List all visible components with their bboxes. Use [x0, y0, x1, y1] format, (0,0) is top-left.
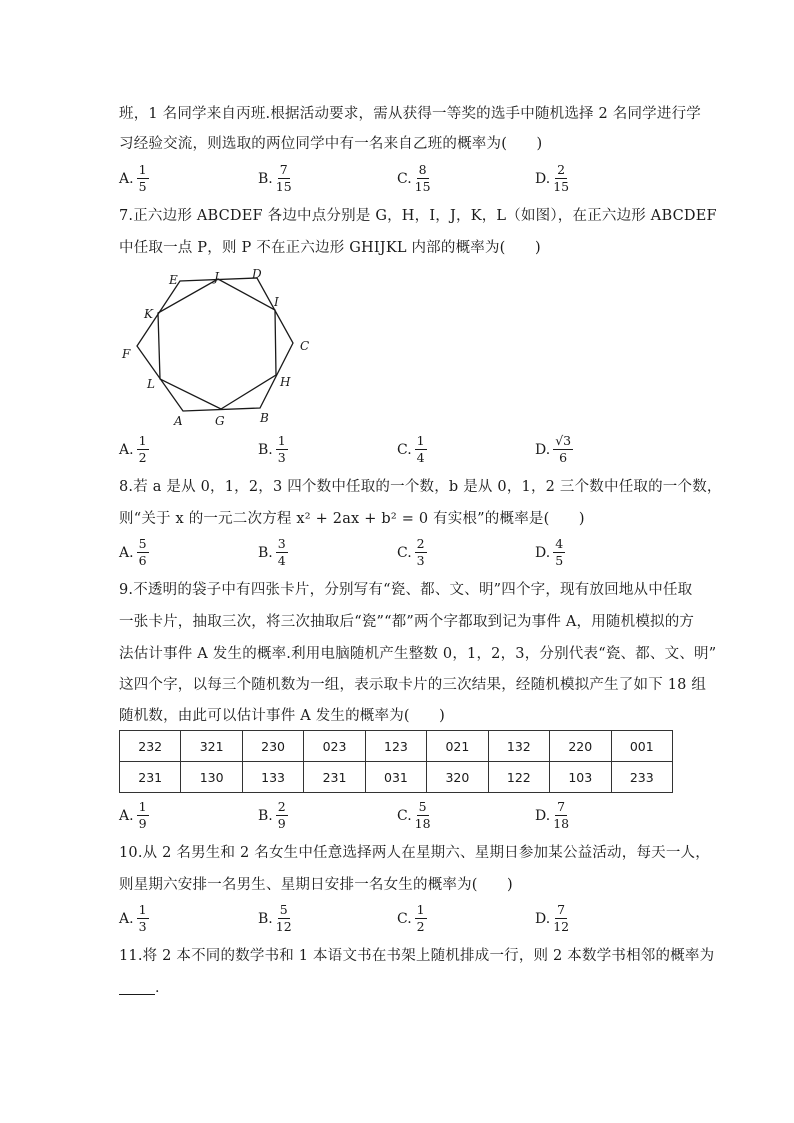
table-row	[120, 731, 673, 762]
fraction	[137, 163, 149, 194]
q7-text-line2: 中任取一点 P，则 P 不在正六边形 GHIJKL 内部的概率为( )	[119, 240, 541, 256]
option-label: D.	[535, 544, 551, 561]
option-b	[258, 800, 288, 831]
option-a	[119, 800, 149, 831]
fraction-denominator: 6	[559, 450, 568, 465]
fraction-numerator: 2	[416, 536, 425, 551]
q6-text-line2: 习经验交流，则选取的两位同学中有一名来自乙班的概率为( )	[119, 136, 543, 152]
fraction	[553, 537, 565, 568]
option-b	[258, 434, 288, 465]
fraction	[137, 800, 149, 831]
fraction-numerator: 1	[416, 902, 425, 917]
q8-text-line1: 8.若 a 是从 0，1，2，3 四个数中任取的一个数，b 是从 0，1，2 三个数中任取的一个数，	[119, 479, 722, 495]
option-label: D.	[535, 170, 551, 187]
fraction-denominator: 12	[275, 919, 292, 934]
option-d	[535, 537, 565, 568]
q10-text-line1: 10.从 2 名男生和 2 名女生中任意选择两人在星期六、星期日参加某公益活动，每天一人，	[119, 845, 710, 861]
fraction-numerator: 2	[277, 799, 286, 814]
q10-text-line2: 则星期六安排一名男生、星期日安排一名女生的概率为( )	[119, 877, 513, 893]
table-cell: 232	[120, 731, 181, 762]
option-b	[258, 537, 288, 568]
hexagon-figure	[118, 262, 318, 430]
fraction-denominator: 5	[138, 179, 147, 194]
label-K: K	[144, 307, 153, 321]
table-cell: 220	[550, 731, 611, 762]
fraction-denominator: 9	[277, 816, 286, 831]
fraction-numerator: 5	[138, 536, 147, 551]
option-label: D.	[535, 441, 551, 458]
table-cell: 023	[304, 731, 365, 762]
option-d	[535, 903, 569, 934]
q11-text-line1: 11.将 2 本不同的数学书和 1 本语文书在书架上随机排成一行，则 2 本数学书相邻的概率为	[119, 948, 715, 964]
option-a	[119, 163, 149, 194]
fraction-denominator: 4	[416, 450, 425, 465]
option-label: D.	[535, 807, 551, 824]
q9-text-line2: 一张卡片，抽取三次，将三次抽取后“瓷”“都”两个字都取到记为事件 A，用随机模拟的方	[119, 614, 695, 630]
option-label: B.	[258, 544, 273, 561]
option-label: B.	[258, 910, 273, 927]
label-G: G	[215, 414, 225, 428]
fraction-numerator: 8	[418, 162, 427, 177]
table-cell: 321	[181, 731, 242, 762]
q9-text-line1: 9.不透明的袋子中有四张卡片，分别写有“瓷、都、文、明”四个字，现有放回地从中任取	[119, 582, 693, 598]
option-label: C.	[397, 441, 412, 458]
table-cell: 230	[242, 731, 303, 762]
q9-text-line4: 这四个字，以每三个随机数为一组，表示取卡片的三次结果，经随机模拟产生了如下 18 组	[119, 677, 707, 693]
q8-text-line2: 则“关于 x 的一元二次方程 x² + 2ax + b² = 0 有实根”的概率是( )	[119, 511, 585, 527]
fraction-denominator: 2	[138, 450, 147, 465]
label-J: J	[214, 270, 219, 284]
fraction-numerator: 7	[557, 902, 566, 917]
fraction	[415, 537, 427, 568]
table-cell: 031	[365, 762, 426, 793]
inner-hexagon-GHIJKL	[158, 279, 276, 409]
fraction	[553, 163, 569, 194]
fraction-denominator: 18	[553, 816, 570, 831]
option-c	[397, 434, 427, 465]
label-I: I	[274, 295, 279, 309]
fraction-denominator: 15	[553, 179, 570, 194]
option-label: B.	[258, 807, 273, 824]
option-label: C.	[397, 544, 412, 561]
option-label: C.	[397, 807, 412, 824]
fraction-numerator: √3	[555, 433, 572, 448]
table-cell: 133	[242, 762, 303, 793]
option-d	[535, 434, 573, 465]
fraction-numerator: 1	[138, 902, 147, 917]
q7-text-line1: 7.正六边形 ABCDEF 各边中点分别是 G，H，I，J，K，L（如图），在正六边形 ABCDEF	[119, 208, 717, 224]
table-cell: 122	[488, 762, 549, 793]
q6-text-line1: 班，1 名同学来自丙班.根据活动要求，需从获得一等奖的选手中随机选择 2 名同学进行学	[119, 106, 701, 122]
option-a	[119, 434, 149, 465]
option-b	[258, 903, 292, 934]
table-cell: 231	[120, 762, 181, 793]
option-d	[535, 800, 569, 831]
table-cell: 231	[304, 762, 365, 793]
option-label: B.	[258, 170, 273, 187]
fraction-numerator: 1	[416, 433, 425, 448]
label-C: C	[300, 339, 310, 353]
q10-options	[119, 903, 679, 937]
fraction-denominator: 18	[414, 816, 431, 831]
fraction	[553, 903, 569, 934]
fraction	[415, 903, 427, 934]
fraction	[276, 800, 288, 831]
label-L: L	[147, 377, 155, 391]
fraction-denominator: 6	[138, 553, 147, 568]
table-cell: 103	[550, 762, 611, 793]
label-D: D	[252, 267, 262, 281]
fraction-denominator: 9	[138, 816, 147, 831]
option-d	[535, 163, 569, 194]
q6-options	[119, 163, 679, 197]
fraction-numerator: 5	[418, 799, 427, 814]
fraction	[415, 800, 431, 831]
option-label: A.	[119, 441, 134, 458]
fraction-numerator: 1	[138, 433, 147, 448]
fraction-numerator: 7	[557, 799, 566, 814]
fraction-numerator: 1	[138, 162, 147, 177]
fraction-denominator: 3	[416, 553, 425, 568]
fraction-numerator: 3	[277, 536, 286, 551]
q9-text-line5: 随机数，由此可以估计事件 A 发生的概率为( )	[119, 708, 446, 724]
option-label: C.	[397, 910, 412, 927]
fraction	[276, 537, 288, 568]
option-b	[258, 163, 292, 194]
q8-options	[119, 537, 679, 571]
fraction-numerator: 1	[138, 799, 147, 814]
table-cell: 130	[181, 762, 242, 793]
option-label: C.	[397, 170, 412, 187]
fraction-numerator: 1	[277, 433, 286, 448]
fraction-denominator: 15	[414, 179, 431, 194]
fraction	[415, 163, 431, 194]
q9-options	[119, 800, 679, 834]
fraction	[276, 903, 292, 934]
table-cell: 021	[427, 731, 488, 762]
fraction	[276, 163, 292, 194]
fraction-denominator: 5	[555, 553, 564, 568]
fraction	[415, 434, 427, 465]
random-number-table	[119, 730, 673, 793]
fraction-numerator: 4	[555, 536, 564, 551]
fraction	[137, 434, 149, 465]
fraction-numerator: 2	[557, 162, 566, 177]
table-cell: 001	[611, 731, 673, 762]
q7-options	[119, 434, 679, 468]
q9-text-line3: 法估计事件 A 发生的概率.利用电脑随机产生整数 0，1，2，3，分别代表“瓷、都、文、明”	[119, 646, 717, 662]
option-c	[397, 800, 431, 831]
label-H: H	[280, 375, 291, 389]
option-label: A.	[119, 170, 134, 187]
outer-hexagon-ABCDEF	[137, 278, 293, 411]
fraction-denominator: 12	[553, 919, 570, 934]
option-a	[119, 537, 149, 568]
fraction	[276, 434, 288, 465]
option-label: B.	[258, 441, 273, 458]
table-row	[120, 762, 673, 793]
q11-period: .	[155, 980, 160, 996]
fraction-denominator: 2	[416, 919, 425, 934]
fraction	[137, 537, 149, 568]
answer-blank[interactable]	[119, 984, 155, 995]
fraction	[553, 434, 573, 465]
fraction-numerator: 7	[279, 162, 288, 177]
option-label: D.	[535, 910, 551, 927]
label-A: A	[174, 414, 183, 428]
option-c	[397, 903, 427, 934]
fraction	[553, 800, 569, 831]
table-cell: 132	[488, 731, 549, 762]
table-cell: 123	[365, 731, 426, 762]
table-cell: 320	[427, 762, 488, 793]
option-label: A.	[119, 910, 134, 927]
label-E: E	[169, 273, 178, 287]
option-label: A.	[119, 544, 134, 561]
label-B: B	[260, 411, 269, 425]
fraction-denominator: 15	[275, 179, 292, 194]
table-cell: 233	[611, 762, 673, 793]
fraction-numerator: 5	[279, 902, 288, 917]
label-F: F	[122, 347, 131, 361]
option-c	[397, 537, 427, 568]
option-a	[119, 903, 149, 934]
fraction-denominator: 3	[277, 450, 286, 465]
option-c	[397, 163, 431, 194]
fraction-denominator: 3	[138, 919, 147, 934]
option-label: A.	[119, 807, 134, 824]
fraction	[137, 903, 149, 934]
fraction-denominator: 4	[277, 553, 286, 568]
